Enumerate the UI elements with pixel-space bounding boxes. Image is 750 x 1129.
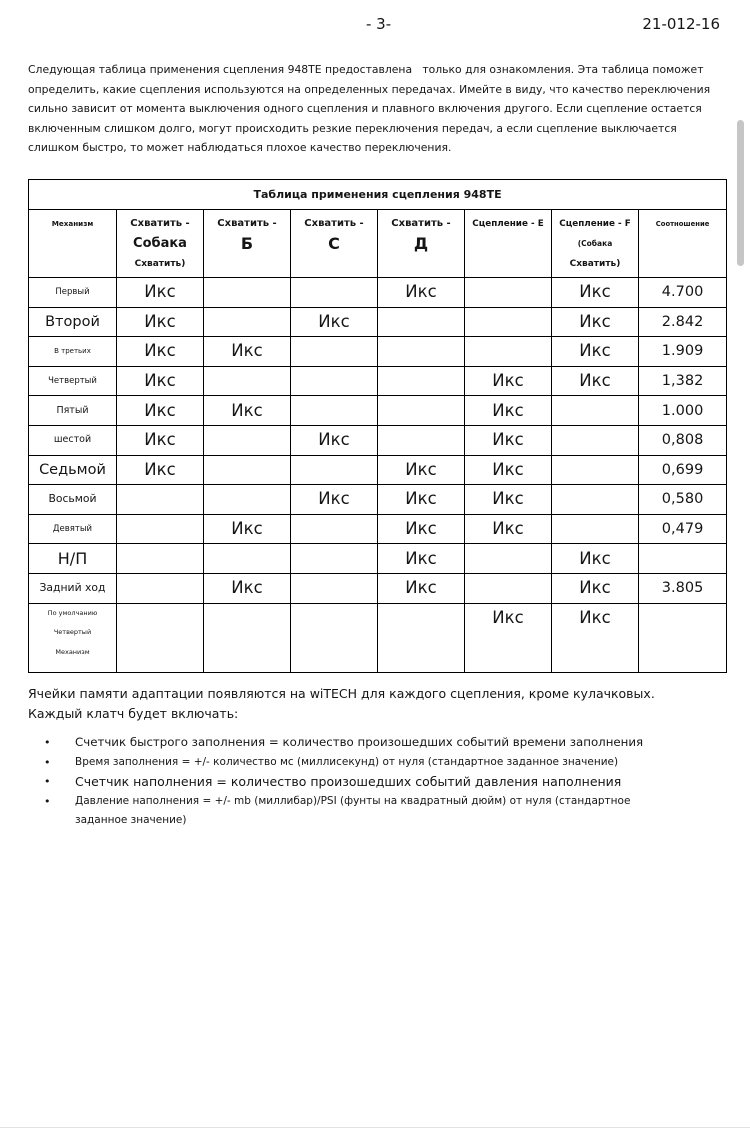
adaptation-notes bbox=[28, 684, 655, 723]
cell-clutch-c: Икс bbox=[291, 307, 378, 337]
cell-ratio bbox=[639, 603, 727, 672]
column-header-text: Схватить - bbox=[391, 218, 451, 229]
column-header-text: Механизм bbox=[51, 219, 94, 228]
cell-clutch-e bbox=[465, 278, 552, 308]
cell-clutch-c bbox=[291, 603, 378, 672]
cell-clutch-c bbox=[291, 455, 378, 485]
cell-clutch-c bbox=[291, 396, 378, 426]
gear-label: Н/П bbox=[29, 544, 117, 574]
cell-clutch-a bbox=[117, 603, 204, 672]
cell-clutch-c bbox=[291, 514, 378, 544]
intro-paragraph bbox=[28, 60, 710, 158]
bullet-icon: • bbox=[44, 736, 51, 749]
cell-clutch-d: Икс bbox=[378, 544, 465, 574]
bullet-list bbox=[0, 733, 750, 831]
cell-clutch-b bbox=[204, 455, 291, 485]
gear-row-default-fourth bbox=[29, 603, 727, 672]
cell-clutch-a bbox=[117, 544, 204, 574]
cell-clutch-b: Икс bbox=[204, 396, 291, 426]
gear-row-ninth bbox=[29, 514, 727, 544]
bullet-icon: • bbox=[44, 794, 51, 808]
column-header-clutch-c bbox=[291, 210, 378, 278]
column-header-text: Сцепление - E bbox=[472, 219, 544, 229]
cell-clutch-f bbox=[552, 485, 639, 515]
cell-clutch-a: Икс bbox=[117, 278, 204, 308]
gear-label-line: Четвертый bbox=[53, 628, 92, 637]
cell-clutch-c bbox=[291, 573, 378, 603]
gear-label: В третьих bbox=[29, 337, 117, 367]
cell-clutch-b: Икс bbox=[204, 337, 291, 367]
cell-clutch-d: Икс bbox=[378, 514, 465, 544]
gear-label: Седьмой bbox=[29, 455, 117, 485]
cell-clutch-f: Икс bbox=[552, 573, 639, 603]
cell-ratio: 0,808 bbox=[639, 425, 727, 455]
cell-clutch-e: Икс bbox=[465, 603, 552, 672]
gear-label: Пятый bbox=[29, 396, 117, 426]
cell-clutch-b bbox=[204, 544, 291, 574]
cell-ratio: 0,699 bbox=[639, 455, 727, 485]
column-header-text: С bbox=[328, 234, 340, 253]
column-header-mechanism bbox=[29, 210, 117, 278]
gear-row-first bbox=[29, 278, 727, 308]
list-item-text: Счетчик наполнения = количество произошедших событий давления наполнения bbox=[75, 774, 622, 789]
gear-row-second bbox=[29, 307, 727, 337]
cell-clutch-b bbox=[204, 485, 291, 515]
cell-clutch-a: Икс bbox=[117, 396, 204, 426]
cell-clutch-c bbox=[291, 544, 378, 574]
bullet-icon: • bbox=[44, 775, 51, 788]
list-item bbox=[0, 733, 750, 753]
column-header-clutch-b bbox=[204, 210, 291, 278]
column-header-text: Соотношение bbox=[655, 220, 710, 228]
cell-clutch-f bbox=[552, 425, 639, 455]
cell-clutch-b bbox=[204, 425, 291, 455]
table-header-row bbox=[29, 210, 727, 278]
cell-clutch-a bbox=[117, 573, 204, 603]
list-item-text: заданное значение) bbox=[75, 814, 187, 826]
intro-line: слишком быстро, то может наблюдаться плохое качество переключения. bbox=[28, 141, 452, 154]
column-header-clutch-d bbox=[378, 210, 465, 278]
column-header-text: Схватить - bbox=[130, 218, 190, 229]
cell-clutch-a bbox=[117, 485, 204, 515]
cell-clutch-d bbox=[378, 337, 465, 367]
cell-clutch-f: Икс bbox=[552, 603, 639, 672]
cell-clutch-e bbox=[465, 337, 552, 367]
intro-line: сильно зависит от момента выключения одного сцепления и плавного включения другого. Если сцепление остается bbox=[28, 102, 702, 115]
cell-clutch-b bbox=[204, 307, 291, 337]
gear-label: Четвертый bbox=[29, 366, 117, 396]
gear-label: Девятый bbox=[29, 514, 117, 544]
cell-clutch-a: Икс bbox=[117, 425, 204, 455]
list-item bbox=[0, 792, 750, 831]
cell-clutch-a: Икс bbox=[117, 366, 204, 396]
cell-clutch-d bbox=[378, 396, 465, 426]
cell-ratio: 4.700 bbox=[639, 278, 727, 308]
cell-ratio: 3.805 bbox=[639, 573, 727, 603]
gear-label: Задний ход bbox=[29, 573, 117, 603]
list-item bbox=[0, 753, 750, 773]
cell-ratio bbox=[639, 544, 727, 574]
cell-clutch-d bbox=[378, 366, 465, 396]
column-header-text: (Собака bbox=[577, 239, 613, 248]
gear-row-fifth bbox=[29, 396, 727, 426]
cell-ratio: 1,382 bbox=[639, 366, 727, 396]
gear-row-sixth bbox=[29, 425, 727, 455]
cell-ratio: 1.000 bbox=[639, 396, 727, 426]
page-bottom-divider bbox=[0, 1127, 750, 1128]
cell-ratio: 1.909 bbox=[639, 337, 727, 367]
intro-line: определить, какие сцепления используются на определенных передачах. Имейте в виду, что качество переключения bbox=[28, 82, 711, 96]
column-header-text: Собака bbox=[133, 236, 187, 251]
page-number: - 3- bbox=[366, 15, 392, 33]
cell-clutch-d: Икс bbox=[378, 573, 465, 603]
cell-clutch-f bbox=[552, 455, 639, 485]
bullet-icon: • bbox=[44, 755, 51, 769]
clutch-application-table bbox=[28, 179, 727, 673]
cell-clutch-a: Икс bbox=[117, 455, 204, 485]
gear-row-neutral bbox=[29, 544, 727, 574]
cell-clutch-b: Икс bbox=[204, 514, 291, 544]
gear-row-fourth bbox=[29, 366, 727, 396]
notes-line: Ячейки памяти адаптации появляются на wiTECH для каждого сцепления, кроме кулачковых. bbox=[28, 686, 655, 701]
cell-clutch-a: Икс bbox=[117, 307, 204, 337]
column-header-text: Схватить) bbox=[134, 259, 186, 269]
list-item-text: Время заполнения = +/- количество мс (миллисекунд) от нуля (стандартное заданное значение) bbox=[75, 755, 619, 768]
notes-line: Каждый клатч будет включать: bbox=[28, 705, 239, 721]
table-title: Таблица применения сцепления 948TE bbox=[29, 180, 727, 210]
cell-clutch-d bbox=[378, 603, 465, 672]
table-title-row bbox=[29, 180, 727, 210]
scrollbar-thumb[interactable] bbox=[737, 120, 744, 266]
cell-clutch-b bbox=[204, 603, 291, 672]
column-header-ratio bbox=[639, 210, 727, 278]
intro-line: включенным слишком долго, могут происходить резкие переключения передач, а если сцепление выключается bbox=[28, 121, 677, 135]
cell-clutch-f: Икс bbox=[552, 307, 639, 337]
cell-clutch-f bbox=[552, 396, 639, 426]
cell-clutch-c bbox=[291, 278, 378, 308]
cell-clutch-e: Икс bbox=[465, 514, 552, 544]
column-header-text: Д bbox=[413, 234, 429, 253]
cell-clutch-f: Икс bbox=[552, 337, 639, 367]
list-item bbox=[0, 772, 750, 792]
column-header-text: Схватить - bbox=[217, 218, 277, 229]
gear-label-line: По умолчанию bbox=[47, 608, 98, 617]
cell-ratio: 2.842 bbox=[639, 307, 727, 337]
cell-clutch-e: Икс bbox=[465, 485, 552, 515]
cell-clutch-b bbox=[204, 366, 291, 396]
cell-clutch-f: Икс bbox=[552, 544, 639, 574]
cell-clutch-e bbox=[465, 544, 552, 574]
cell-clutch-e bbox=[465, 573, 552, 603]
gear-label bbox=[29, 603, 117, 672]
cell-ratio: 0,479 bbox=[639, 514, 727, 544]
cell-clutch-d: Икс bbox=[378, 278, 465, 308]
cell-clutch-e bbox=[465, 307, 552, 337]
cell-clutch-d bbox=[378, 425, 465, 455]
column-header-text: Сцепление - F bbox=[559, 219, 631, 229]
cell-clutch-c bbox=[291, 337, 378, 367]
cell-clutch-a: Икс bbox=[117, 337, 204, 367]
cell-clutch-e: Икс bbox=[465, 366, 552, 396]
cell-clutch-f bbox=[552, 514, 639, 544]
cell-clutch-b: Икс bbox=[204, 573, 291, 603]
gear-row-seventh bbox=[29, 455, 727, 485]
list-item-text: Счетчик быстрого заполнения = количество произошедших событий времени заполнения bbox=[75, 735, 644, 749]
column-header-clutch-e bbox=[465, 210, 552, 278]
cell-clutch-f: Икс bbox=[552, 278, 639, 308]
cell-clutch-d bbox=[378, 307, 465, 337]
cell-clutch-e: Икс bbox=[465, 425, 552, 455]
column-header-text: Схватить - bbox=[304, 218, 364, 229]
gear-row-reverse bbox=[29, 573, 727, 603]
gear-row-eighth bbox=[29, 485, 727, 515]
cell-clutch-f: Икс bbox=[552, 366, 639, 396]
cell-clutch-a bbox=[117, 514, 204, 544]
list-item-text: Давление наполнения = +/- mb (миллибар)/PSI (фунты на квадратный дюйм) от нуля (стандартное bbox=[75, 794, 631, 807]
gear-label: Первый bbox=[29, 278, 117, 308]
cell-clutch-c: Икс bbox=[291, 485, 378, 515]
cell-clutch-d: Икс bbox=[378, 485, 465, 515]
cell-clutch-c bbox=[291, 366, 378, 396]
cell-clutch-c: Икс bbox=[291, 425, 378, 455]
gear-label-line: Механизм bbox=[55, 647, 90, 656]
cell-clutch-d: Икс bbox=[378, 455, 465, 485]
column-header-clutch-a bbox=[117, 210, 204, 278]
column-header-text: Схватить) bbox=[569, 259, 621, 269]
document-code: 21-012-16 bbox=[642, 15, 720, 33]
cell-clutch-e: Икс bbox=[465, 396, 552, 426]
column-header-text: Б bbox=[240, 234, 254, 253]
column-header-clutch-f bbox=[552, 210, 639, 278]
cell-clutch-b bbox=[204, 278, 291, 308]
cell-clutch-e: Икс bbox=[465, 455, 552, 485]
gear-label: Второй bbox=[29, 307, 117, 337]
gear-row-third bbox=[29, 337, 727, 367]
gear-label: шестой bbox=[29, 425, 117, 455]
gear-label: Восьмой bbox=[29, 485, 117, 515]
cell-ratio: 0,580 bbox=[639, 485, 727, 515]
intro-line: Следующая таблица применения сцепления 948TE предоставлена только для ознакомления. Эта таблица поможет bbox=[28, 63, 704, 76]
